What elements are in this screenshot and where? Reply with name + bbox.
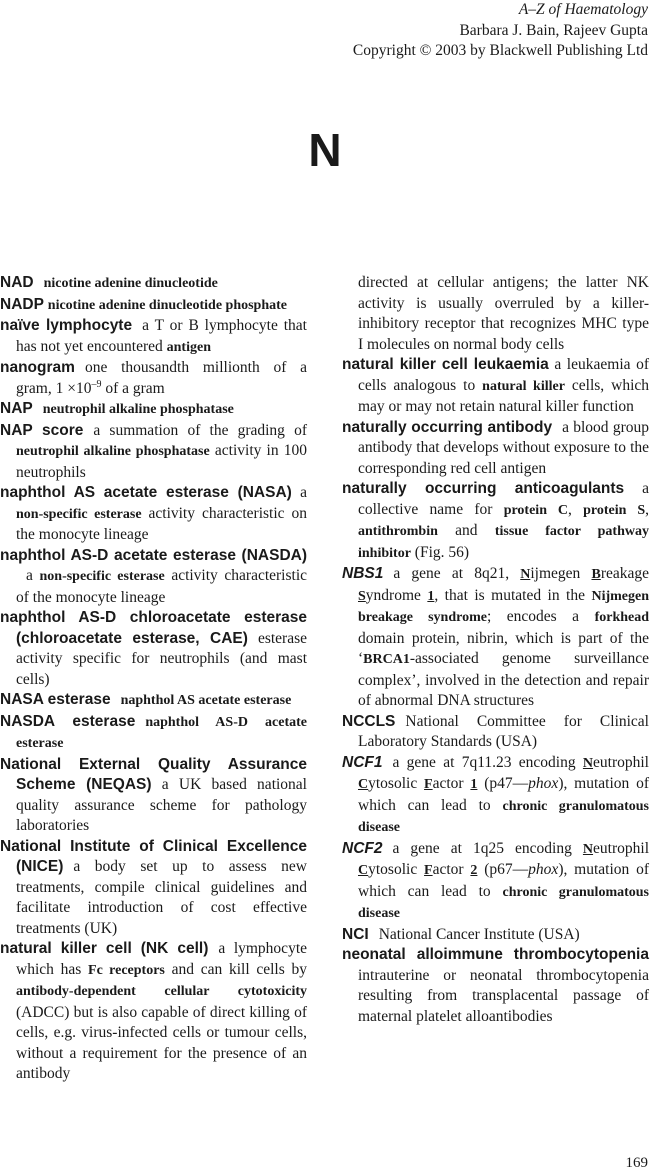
entry-nk-cell-continued: directed at cellular antigens; the latter NK activity is usually overruled by a killer-inhibitory receptor that recognizes MHC type I molecules on normal body cells (358, 274, 649, 353)
page-number: 169 (625, 1155, 648, 1171)
section-letter: N (308, 124, 342, 176)
entry-nadp: NADP nicotine adenine dinucleotide phosphate (0, 295, 287, 313)
entry-nice: National Institute of Clinical Excellence (NICE) a body set up to assess new treatments, compile clinical guidelines and facilitate introduction of cost effective treatments (UK) (0, 837, 307, 937)
authors: Barbara J. Bain, Rajeev Gupta (459, 21, 648, 39)
entry-cae: naphthol AS-D chloroacetate esterase (chloroacetate esterase, CAE) esterase activity specific for neutrophils (and mast cells) (0, 609, 307, 688)
entry-neqas: National External Quality Assurance Scheme (NEQAS) a UK based national quality assurance scheme for pathology laboratories (0, 755, 307, 834)
entry-naive-lymphocyte: naïve lymphocyte a T or B lymphocyte that has not yet encountered antigen (0, 317, 307, 355)
entry-nccls: NCCLS National Committee for Clinical Laboratory Standards (USA) (342, 712, 649, 750)
entry-nasda: naphthol AS-D acetate esterase (NASDA)a non-specific esterase activity characteristic of the monocyte lineage (0, 546, 308, 606)
entry-nanogram: nanogram one thousandth millionth of a gram, $1 \times 10^{-9}$ of a gram (0, 359, 307, 397)
entry-nbs1: NBS1 a gene at 8q21, Nijmegen Breakage Syndrome 1, that is mutated in the Nijmegen breakage syndrome; encodes a forkhead domain protein, nibrin, which is part of the ‘BRCA1-associated genome surveillance complex’, involved in the detection and repair of abnormal DNA structures (342, 565, 650, 709)
entry-nk-cell: natural killer cell (NK cell) a lymphocyte which has Fc receptors and can kill cells by antibody-dependent cellular cytotoxicity (ADCC) but is also capable of direct killing of cells, e.g. virus-infected cells or tumour cells, without a requirement for the presence of an antibody (0, 940, 308, 1082)
entry-nci: NCI National Cancer Institute (USA) (342, 925, 580, 943)
running-header (353, 0, 648, 62)
entry-naturally-occurring-anticoagulants: naturally occurring anticoagulants a collective name for protein C, protein S, antithrombin and tissue factor pathway inhibitor (Fig. 56) (342, 480, 650, 561)
entry-nasa: naphthol AS acetate esterase (NASA) a non-specific esterase activity characteristic on the monocyte lineage (0, 484, 307, 543)
entry-nasda-esterase: NASDA esterase naphthol AS-D acetate esterase (0, 712, 308, 751)
left-column (0, 273, 307, 1085)
entry-nap: NAP neutrophil alkaline phosphatase (0, 400, 234, 417)
entry-nap-score: NAP score a summation of the grading of neutrophil alkaline phosphatase activity in 100 neutrophils (0, 421, 308, 481)
entry-ncf1: NCF1 a gene at 7q11.23 encoding Neutrophil Cytosolic Factor 1 (p47—phox), mutation of which can lead to chronic granulomatous disease (342, 753, 650, 835)
copyright: Copyright © 2003 by Blackwell Publishing Ltd (352, 42, 648, 59)
right-column (342, 273, 649, 1027)
entry-ncf2: NCF2 a gene at 1q25 encoding Neutrophil Cytosolic Factor 2 (p67—phox), mutation of which can lead to chronic granulomatous disease (342, 839, 650, 921)
entry-nk-cell-leukaemia: natural killer cell leukaemia a leukaemia of cells analogous to natural killer cells, which may or may not retain natural killer function (342, 356, 650, 415)
entry-nasa-esterase: NASA esterase naphthol AS acetate esterase (0, 691, 292, 708)
entry-naturally-occurring-antibody: naturally occurring antibody a blood group antibody that develops without exposure to the corresponding red cell antigen (342, 418, 649, 477)
book-title: A–Z of Haematology (518, 1, 648, 18)
entry-neonatal-alloimmune-thrombocytopenia: neonatal alloimmune thrombocytopenia intrauterine or neonatal thrombocytopenia resulting from transplacental passage of maternal platelet alloantibodies (342, 946, 649, 1025)
entry-nad: NAD nicotine adenine dinucleotide (0, 274, 218, 291)
